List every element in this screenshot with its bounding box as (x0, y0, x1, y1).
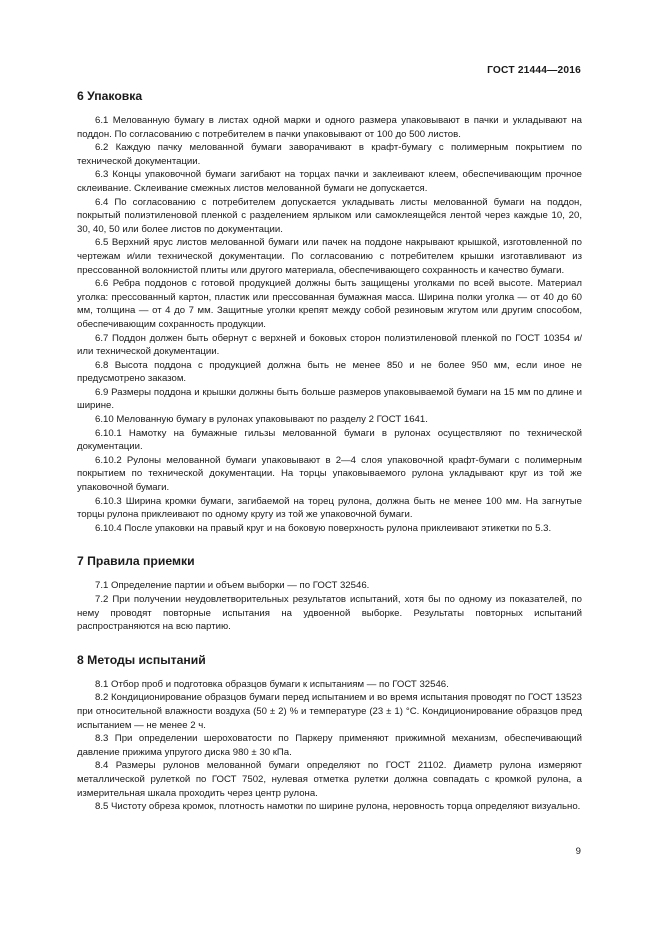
paragraph: 8.4 Размеры рулонов мелованной бумаги определяют по ГОСТ 21102. Диаметр рулона измеряют металлической рулеткой по ГОСТ 7502, нулевая отметка рулетки должна совпадать с кромкой рулона, а измерительная шкала проходить через центр рулона. (77, 760, 582, 799)
paragraph: 7.2 При получении неудовлетворительных результатов испытаний, хотя бы по одному из показателей, по нему проводят повторные испытания на удвоенной выборке. Результаты повторных испытаний распространяются на всю партию. (77, 594, 582, 633)
section-packaging (77, 88, 582, 535)
section-title: 6 Упаковка (77, 89, 143, 103)
paragraph: 8.3 При определении шероховатости по Паркеру применяют прижимной механизм, обеспечивающий давление прижима упругого диска 980 ± 30 кПа. (77, 733, 582, 758)
section-title: 8 Методы испытаний (77, 652, 206, 667)
paragraph: 6.10.4 После упаковки на правый круг и на боковую поверхность рулона приклеивают этикетки по 5.3. (95, 522, 552, 534)
paragraph: 6.2 Каждую пачку мелованной бумаги заворачивают в крафт-бумагу с полимерным покрытием по технической документации. (77, 142, 582, 167)
section-test-methods (77, 652, 582, 814)
paragraph: 8.1 Отбор проб и подготовка образцов бумаги к испытаниям — по ГОСТ 32546. (95, 678, 449, 690)
paragraph: 7.1 Определение партии и объем выборки — по ГОСТ 32546. (95, 580, 370, 592)
paragraph: 6.6 Ребра поддонов с готовой продукцией должны быть защищены уголками по всей высоте. Материал уголка: прессованный картон, пластик или прессованная бумажная масса. Ширина полки уголка — от 40 до 60 мм, толщина — от 4 до 7 мм. Защитные уголки крепят между собой резиновым жгутом или другим способом, обеспечивающим сохранность продукции. (77, 278, 582, 330)
section-title: 7 Правила приемки (77, 554, 195, 569)
paragraph: 6.10.3 Ширина кромки бумаги, загибаемой на торец рулона, должна быть не менее 100 мм. На загнутые торцы рулона приклеивают по одному кругу из той же упаковочной бумаги. (77, 495, 582, 521)
page-number: 9 (575, 846, 581, 857)
paragraph: 6.4 По согласованию с потребителем допускается укладывать листы мелованной бумаги на поддон, покрытый полиэтиленовой пленкой с разделением ярлыком или самоклеящейся лентой через каждые 10, 20, 30, 40, 50 или более листов по документации. (77, 196, 582, 235)
paragraph: 6.5 Верхний ярус листов мелованной бумаги или пачек на поддоне накрывают крышкой, изготовленной по чертежам и/или технической документации. По согласованию с потребителем крышки изготавливают из прессованной волокнистой плиты или другого материала, обеспечивающего сохранность и качество бумаги. (77, 237, 582, 276)
paragraph: 6.1 Мелованную бумагу в листах одной марки и одного размера упаковывают в пачки и укладывают на поддон. По согласованию с потребителем в пачки упаковывают от 100 до 500 листов. (77, 115, 582, 140)
paragraph: 6.9 Размеры поддона и крышки должны быть больше размеров упаковываемой бумаги на 15 мм по длине и ширине. (77, 386, 582, 412)
paragraph: 6.10.1 Намотку на бумажные гильзы мелованной бумаги в рулонах осуществляют по технической документации. (77, 427, 582, 453)
paragraph: 8.2 Кондиционирование образцов бумаги перед испытанием и во время испытания проводят по ГОСТ 13523 при относительной влажности воздуха (50 ± 2) % и температуре (23 ± 1) °С. Кондиционирование образцов пред испытанием — не менее 2 ч. (77, 692, 582, 731)
paragraph: 6.3 Концы упаковочной бумаги загибают на торцах пачки и заклеивают клеем, обеспечивающим прочное склеивание. Склеивание смежных листов мелованной бумаги не допускается. (77, 169, 582, 194)
paragraph: 6.8 Высота поддона с продукцией должна быть не менее 850 и не более 950 мм, если иное не предусмотрено заказом. (77, 359, 582, 385)
paragraph: 6.10.2 Рулоны мелованной бумаги упаковывают в 2—4 слоя упаковочной крафт-бумаги с полимерным покрытием по технической документации. На торцы упаковываемого рулона укладывают круг из той же упаковочной бумаги. (77, 454, 582, 494)
document-body (77, 88, 582, 832)
paragraph: 6.10 Мелованную бумагу в рулонах упаковывают по разделу 2 ГОСТ 1641. (95, 414, 428, 426)
document-header: ГОСТ 21444—2016 (487, 65, 581, 76)
paragraph: 8.5 Чистоту обреза кромок, плотность намотки по ширине рулона, неровность торца определяют визуально. (95, 801, 581, 813)
section-acceptance-rules (77, 553, 582, 633)
paragraph: 6.7 Поддон должен быть обернут с верхней и боковых сторон полиэтиленовой пленкой по ГОСТ 10354 и/или технической документации. (77, 332, 582, 358)
